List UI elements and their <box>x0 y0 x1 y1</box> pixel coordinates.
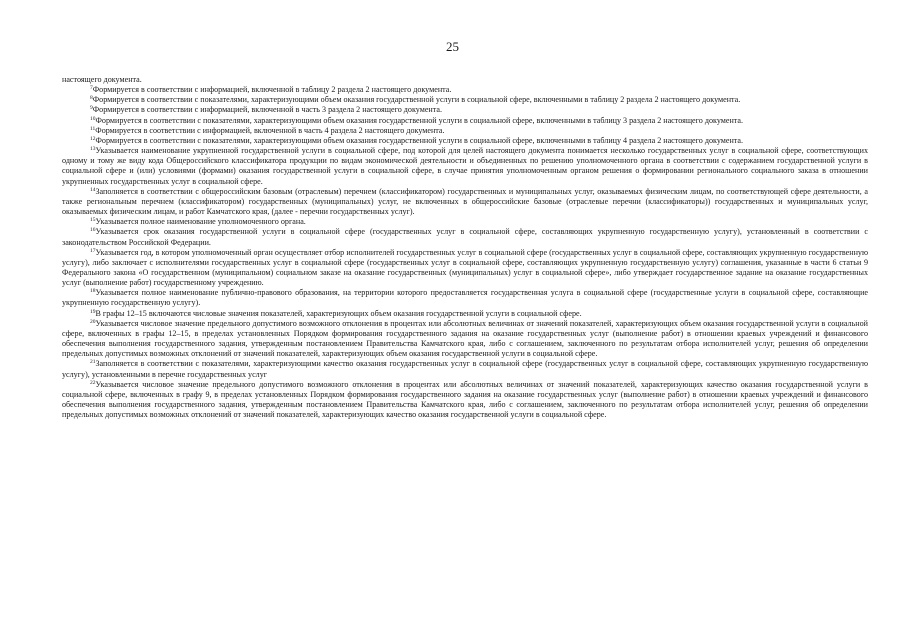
footnote-14 <box>62 187 868 217</box>
footnote-marker: 13 <box>90 146 96 153</box>
page-number: 25 <box>446 39 459 54</box>
footnote-marker: 9 <box>90 105 93 112</box>
footnote-text: Указывается числовое значение предельного допустимого возможного отклонения в процентах или абсолютных величинах от значений показателей, характеризующих объем оказания государственной услуги в социальной сфере, включенных в графы 12–15, в пределах установленных Порядком формирования государственного задания на оказание государственных услуг (выполнение работ) в отношении краевых учреждений и финансового обеспечения выполнения государственного задания, утвержденным постановлением Правительства Камчатского края, либо с соглашением, заключенного по результатам отбора исполнителей услуг, решения об определении предельных допустимых возможных отклонений от значений показателей, характеризующих объем оказания государственной услуги в социальной сфере. <box>62 318 868 359</box>
footnote-11 <box>62 126 868 136</box>
footnote-text: Указывается полное наименование публично-правового образования, на территории которого предоставляется государственная услуга в социальной сфере (государственные услуги в социальной сфере, составляющие укрупненную государственную услугу). <box>62 288 868 308</box>
footnote-list <box>62 85 868 420</box>
footnote-marker: 12 <box>90 135 96 142</box>
footnote-marker: 21 <box>90 359 96 366</box>
footnote-marker: 17 <box>90 247 96 254</box>
footnote-marker: 10 <box>90 115 96 122</box>
footnote-18 <box>62 288 868 308</box>
footnote-text: Заполняется в соответствии с общероссийским базовым (отраслевым) перечнем (классификатором) государственных и муниципальных услуг, оказываемых физическим лицам, по соответствующей сфере деятельности, а также региональным перечнем (классификатором) государственных (муниципальных) услуг, не включенных в общероссийские базовые (отраслевые перечни (классификаторы)) государственных и муниципальных услуг, оказываемых физическим лицам, и работ Камчатского края, (далее - перечни государственных услуг). <box>62 186 868 217</box>
footnote-marker: 15 <box>90 217 96 224</box>
footnote-text: Формируется в соответствии с информацией, включенной в часть 4 раздела 2 настоящего документа. <box>95 125 445 135</box>
footnote-16 <box>62 227 868 247</box>
footnote-marker: 11 <box>90 125 96 132</box>
footnote-21 <box>62 359 868 379</box>
footnote-text: Указывается числовое значение предельного допустимого возможного отклонения в процентах или абсолютных величинах от значений показателей, характеризующих качество оказания государственной услуги в социальной сфере, включенных в графу 9, в пределах установленных Порядком формирования государственного задания на оказание государственных услуг (выполнение работ) в отношении краевых учреждений и финансового обеспечения выполнения государственного задания, утвержденным постановлением Правительства Камчатского края, либо с соглашением, заключенного по результатам отбора исполнителей услуг, решения об определении предельных допустимых возможных отклонений от значений показателей, характеризующих качество оказания государственной услуги в социальной сфере. <box>62 379 868 420</box>
footnote-19 <box>62 309 868 319</box>
footnote-marker: 14 <box>90 186 96 193</box>
footnote-22 <box>62 380 868 421</box>
footnote-text: Формируется в соответствии с показателями, характеризующими объем оказания государственной услуги в социальной сфере, включенными в таблицу 4 раздела 2 настоящего документа. <box>95 135 744 145</box>
footnote-text: Формируется в соответствии с информацией, включенной в таблицу 2 раздела 2 настоящего документа. <box>92 85 452 95</box>
footnote-12 <box>62 136 868 146</box>
footnote-text: Указывается год, в котором уполномоченный орган осуществляет отбор исполнителей государственных услуг в социальной сфере (государственных услуг в социальной сфере, составляющих укрупненную государственную услугу), либо заключает с исполнителями государственных услуг в социальной сфере (государственных услуг в социальной сфере, составляющих укрупненную государственную услугу) соглашения, указанные в части 6 статьи 9 Федерального закона «О государственном (муниципальном) социальном заказе на оказание государственных (муниципальных) услуг в социальной сфере», либо утверждает государственное задание на оказание государственных услуг (выполнение работ) государственному учреждению. <box>62 247 868 288</box>
footnote-text: Формируется в соответствии с информацией, включенной в часть 3 раздела 2 настоящего документа. <box>92 105 443 115</box>
footnote-13 <box>62 146 868 187</box>
footnote-10 <box>62 116 868 126</box>
footnote-9 <box>62 105 868 115</box>
footnote-17 <box>62 248 868 289</box>
footnote-marker: 22 <box>90 379 96 386</box>
continuation-text: настоящего документа. <box>62 75 142 84</box>
footnote-text: Формируется в соответствии с показателями, характеризующими объем оказания государственной услуги в социальной сфере, включенными в таблицу 3 раздела 2 настоящего документа. <box>95 115 744 125</box>
footnote-marker: 19 <box>90 308 96 315</box>
footnote-marker: 20 <box>90 318 96 325</box>
footnote-text: Формируется в соответствии с показателями, характеризующими объем оказания государственной услуги в социальной сфере, включенными в таблицу 2 раздела 2 настоящего документа. <box>92 95 741 105</box>
footnote-15 <box>62 217 868 227</box>
footnote-text: Указывается срок оказания государственной услуги в социальной сфере (государственных услуг в социальной сфере, составляющих укрупненную государственную услугу), установленный в соответствии с законодательством Российской Федерации. <box>62 227 868 247</box>
footnote-text: Указывается полное наименование уполномоченного органа. <box>95 217 306 227</box>
footnote-text: Указывается наименование укрупненной государственной услуги в социальной сфере, под которой для целей настоящего документа понимается несколько государственных услуг в социальной сфере, соответствующих одному и тому же виду кода Общероссийского классификатора продукции по видам экономической деятельности и объединенных по решению уполномоченного органа в соответствии с содержанием государственной услуги в социальной сфере и (или) условиями (формами) оказания государственной услуги в социальной сфере, в случае принятия уполномоченным органом решения о формировании регионального социального заказа в отношении укрупненных государственных услуг в социальной сфере. <box>62 146 868 186</box>
footnote-8 <box>62 95 868 105</box>
footnotes-block <box>62 75 868 420</box>
footnote-7 <box>62 85 868 95</box>
footnote-marker: 8 <box>90 95 93 102</box>
footnote-marker: 7 <box>90 85 93 92</box>
footnote-marker: 18 <box>90 288 96 295</box>
footnote-20 <box>62 319 868 360</box>
footnote-text: В графы 12–15 включаются числовые значения показателей, характеризующих объем оказания государственной услуги в социальной сфере. <box>95 308 582 318</box>
footnote-marker: 16 <box>90 227 96 234</box>
footnote-text: Заполняется в соответствии с показателями, характеризующими качество оказания государственных услуг в социальной сфере (государственных услуг в социальной сфере, составляющих укрупненную государственную услугу), установленными в перечне государственных услуг <box>62 359 868 379</box>
